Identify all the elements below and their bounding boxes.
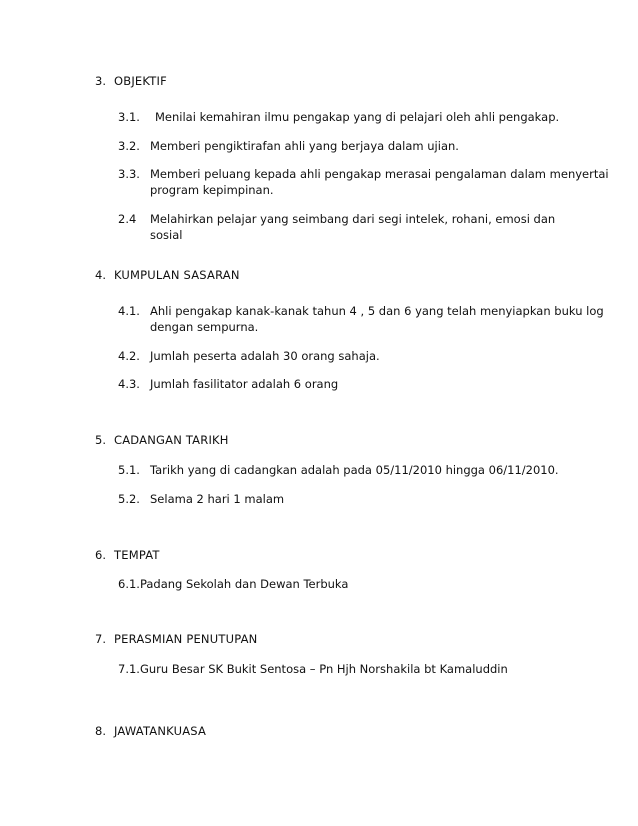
item-4-1-number: 4.1. bbox=[118, 304, 140, 318]
section-6-number: 6. bbox=[95, 548, 106, 562]
section-8-title: JAWATANKUASA bbox=[114, 724, 207, 738]
item-5-2-number: 5.2. bbox=[118, 492, 140, 506]
section-7-number: 7. bbox=[95, 632, 106, 646]
item-7-1-text: 7.1.Guru Besar SK Bukit Sentosa – Pn Hjh Norshakila bt Kamaluddin bbox=[118, 662, 508, 676]
item-6-1-text: 6.1.Padang Sekolah dan Dewan Terbuka bbox=[118, 577, 349, 591]
section-3-number: 3. bbox=[95, 74, 106, 88]
item-2-4-text-cont: sosial bbox=[150, 228, 183, 242]
section-7-title: PERASMIAN PENUTUPAN bbox=[114, 632, 258, 646]
section-5-title: CADANGAN TARIKH bbox=[114, 433, 229, 447]
section-4-title: KUMPULAN SASARAN bbox=[114, 268, 240, 282]
item-5-2-text: Selama 2 hari 1 malam bbox=[150, 492, 285, 506]
item-4-1-text-cont: dengan sempurna. bbox=[150, 320, 259, 334]
item-4-1-text: Ahli pengakap kanak-kanak tahun 4 , 5 dan 6 yang telah menyiapkan buku log bbox=[150, 304, 604, 318]
item-2-4-number: 2.4 bbox=[118, 212, 137, 226]
item-3-2-text: Memberi pengiktirafan ahli yang berjaya dalam ujian. bbox=[150, 139, 459, 153]
item-3-3-text: Memberi peluang kepada ahli pengakap merasai pengalaman dalam menyertai bbox=[150, 167, 609, 181]
item-4-3-text: Jumlah fasilitator adalah 6 orang bbox=[150, 377, 339, 391]
item-2-4-text: Melahirkan pelajar yang seimbang dari segi intelek, rohani, emosi dan bbox=[150, 212, 556, 226]
item-3-3-text-cont: program kepimpinan. bbox=[150, 183, 274, 197]
item-3-1-number: 3.1. bbox=[118, 110, 140, 124]
item-3-3-number: 3.3. bbox=[118, 167, 140, 181]
section-8-number: 8. bbox=[95, 724, 106, 738]
section-6-title: TEMPAT bbox=[114, 548, 160, 562]
item-3-2-number: 3.2. bbox=[118, 139, 140, 153]
section-3-title: OBJEKTIF bbox=[114, 74, 167, 88]
section-5-number: 5. bbox=[95, 433, 106, 447]
item-4-2-text: Jumlah peserta adalah 30 orang sahaja. bbox=[150, 349, 380, 363]
item-5-1-number: 5.1. bbox=[118, 463, 140, 477]
item-5-1-text: Tarikh yang di cadangkan adalah pada 05/11/2010 hingga 06/11/2010. bbox=[150, 463, 559, 477]
item-3-1-text: Menilai kemahiran ilmu pengakap yang di pelajari oleh ahli pengakap. bbox=[155, 110, 560, 124]
item-4-3-number: 4.3. bbox=[118, 377, 140, 391]
item-4-2-number: 4.2. bbox=[118, 349, 140, 363]
section-4-number: 4. bbox=[95, 268, 106, 282]
